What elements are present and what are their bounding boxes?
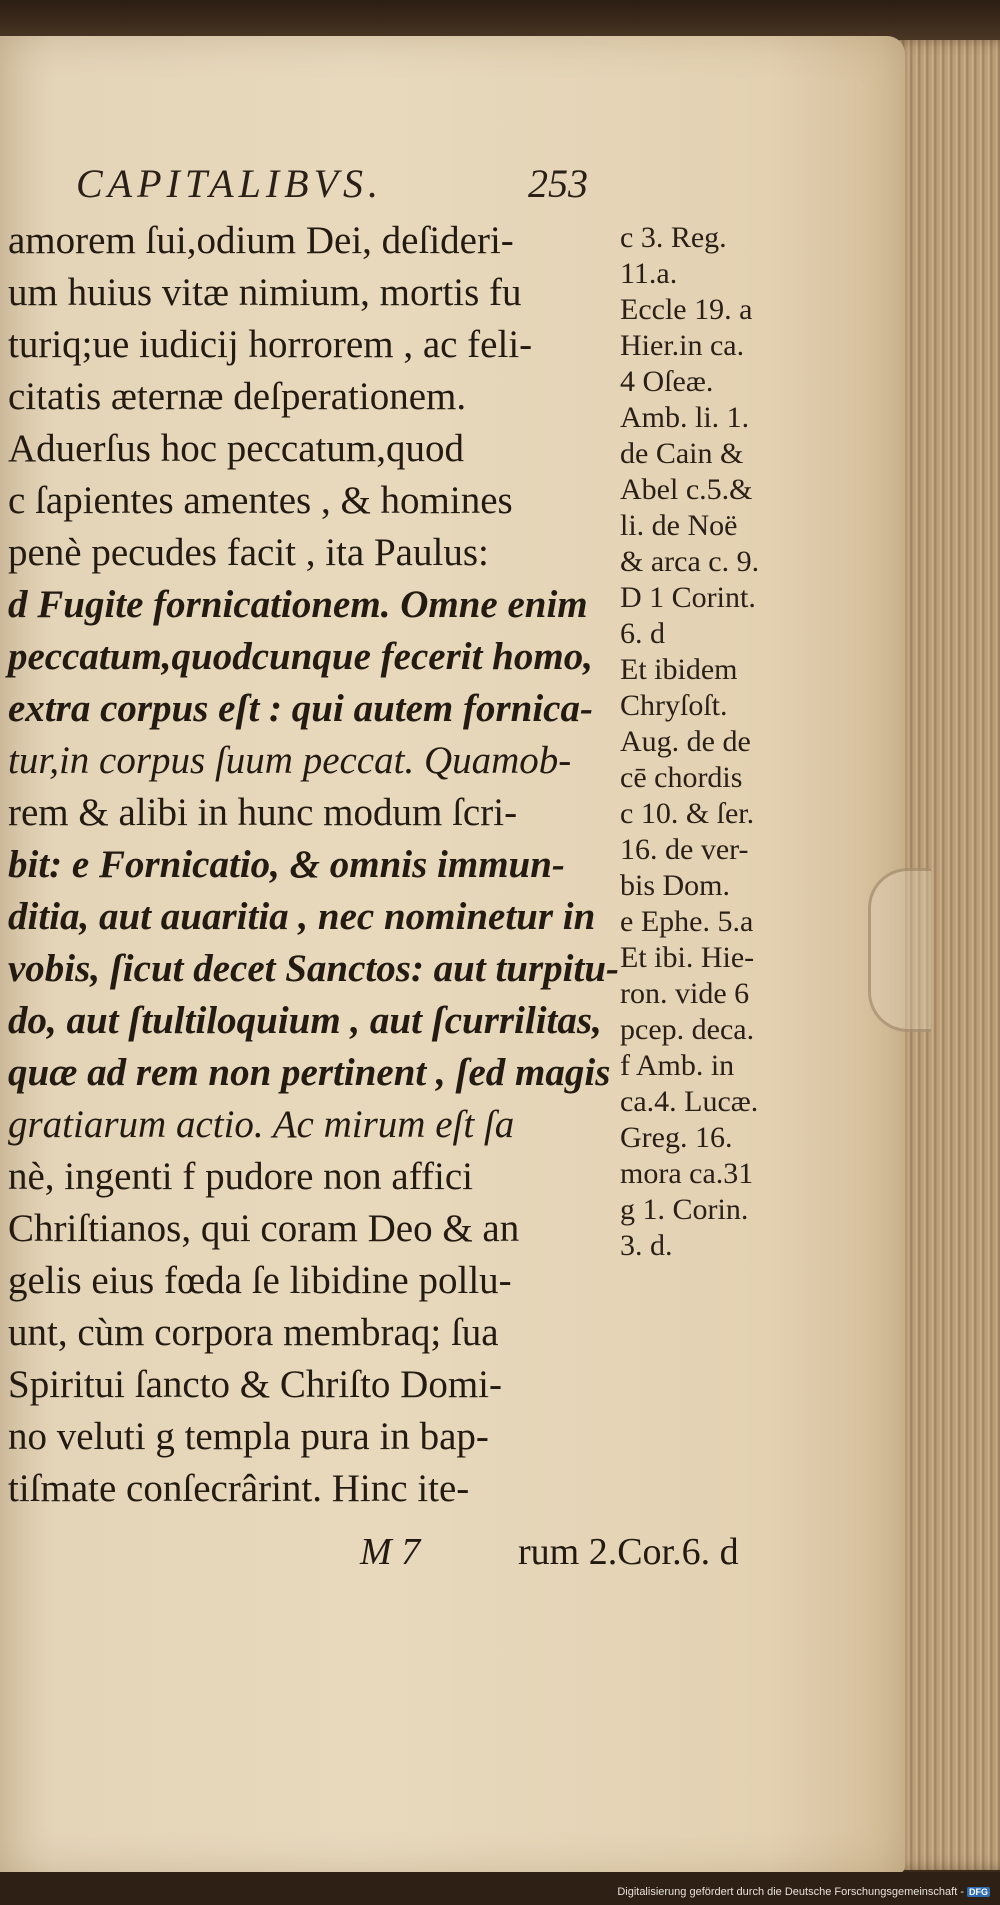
- main-text-block: [8, 215, 628, 1515]
- text-line-italic: extra corpus eſt : qui autem fornica-: [8, 687, 593, 730]
- book-clasp-mark: [868, 868, 931, 1032]
- margin-note: mora ca.31: [620, 1157, 754, 1190]
- margin-notes: [620, 220, 830, 1264]
- margin-note: 11.a.: [620, 257, 678, 290]
- margin-note: f Amb. in: [620, 1049, 735, 1082]
- margin-note: Hier.in ca.: [620, 329, 745, 362]
- text-line-italic: quæ ad rem non pertinent , ſed magis: [8, 1051, 611, 1094]
- margin-note: ron. vide 6: [620, 977, 750, 1010]
- text-line-italic: d Fugite fornicationem. Omne enim: [8, 583, 588, 626]
- margin-note: ca.4. Lucæ.: [620, 1085, 759, 1118]
- margin-note: Eccle 19. a: [620, 293, 753, 326]
- margin-note: & arca c. 9.: [620, 545, 760, 578]
- text-line-italic: vobis, ſicut decet Sanctos: aut turpitu-: [8, 947, 620, 990]
- text-line-italic: peccatum,quodcunque fecerit homo,: [8, 635, 593, 678]
- margin-note: de Cain &: [620, 437, 744, 470]
- margin-note: Greg. 16.: [620, 1121, 733, 1154]
- margin-note: Amb. li. 1.: [620, 401, 750, 434]
- text-line-italic: gratiarum actio. Ac mirum eſt ſa: [8, 1103, 515, 1146]
- margin-note: 4 Oſeæ.: [620, 365, 714, 398]
- text-line: um huius vitæ nimium, mortis fu: [8, 271, 522, 314]
- signature-mark: M 7: [360, 1531, 421, 1573]
- margin-note: D 1 Corint.: [620, 581, 756, 614]
- text-line-italic: do, aut ſtultiloquium , aut ſcurrilitas,: [8, 999, 602, 1042]
- text-line: gelis eius fœda ſe libidine pollu-: [8, 1259, 512, 1302]
- text-line: rem & alibi in hunc modum ſcri-: [8, 791, 518, 834]
- margin-note: 3. d.: [620, 1229, 673, 1262]
- margin-note: cē chordis: [620, 761, 743, 794]
- scan-top-border: [0, 0, 1000, 40]
- text-line: citatis æternæ deſperationem.: [8, 375, 467, 418]
- margin-note: Et ibidem: [620, 653, 738, 686]
- text-line: no veluti g templa pura in bap-: [8, 1415, 489, 1458]
- margin-note: 6. d: [620, 617, 665, 650]
- margin-note: Et ibi. Hie-: [620, 941, 755, 974]
- running-title: CAPITALIBVS.: [76, 161, 384, 206]
- margin-note: Chryſoſt.: [620, 689, 728, 722]
- text-line: Spiritui ſancto & Chriſto Domi-: [8, 1363, 502, 1406]
- margin-note: c 10. & ſer.: [620, 797, 755, 830]
- text-line-italic: ditia, aut auaritia , nec nominetur in: [8, 895, 596, 938]
- margin-note: g 1. Corin.: [620, 1193, 749, 1226]
- page-number: 253: [528, 161, 588, 206]
- margin-note: Aug. de de: [620, 725, 751, 758]
- text-line: Chriſtianos, qui coram Deo & an: [8, 1207, 520, 1250]
- text-line: amorem ſui,odium Dei, deſideri-: [8, 219, 514, 262]
- text-line: Aduerſus hoc peccatum,quod: [8, 427, 464, 470]
- margin-note: Abel c.5.&: [620, 473, 753, 506]
- margin-note: li. de Noë: [620, 509, 738, 542]
- text-line: c ſapientes amentes , & homines: [8, 479, 513, 522]
- credit-text: Digitalisierung gefördert durch die Deutsche Forschungsgemeinschaft -: [617, 1886, 964, 1898]
- text-line: turiq;ue iudicij horrorem , ac feli-: [8, 323, 533, 366]
- text-line: tiſmate conſecrârint. Hinc ite-: [8, 1467, 470, 1510]
- text-line: nè, ingenti f pudore non affici: [8, 1155, 473, 1198]
- catchword: rum 2.Cor.6. d: [518, 1531, 739, 1573]
- text-line-italic: tur,in corpus ſuum peccat. Quamob-: [8, 739, 572, 782]
- text-line: unt, cùm corpora membraq; ſua: [8, 1311, 499, 1354]
- margin-note: bis Dom.: [620, 869, 731, 902]
- margin-note: e Ephe. 5.a: [620, 905, 754, 938]
- text-line: penè pecudes facit , ita Paulus:: [8, 531, 489, 574]
- digitization-credit: [617, 1886, 990, 1898]
- margin-note: 16. de ver-: [620, 833, 749, 866]
- dfg-logo: DFG: [969, 1887, 988, 1897]
- margin-note: c 3. Reg.: [620, 221, 727, 254]
- margin-note: pcep. deca.: [620, 1013, 755, 1046]
- text-line-italic: bit: e Fornicatio, & omnis immun-: [8, 843, 565, 886]
